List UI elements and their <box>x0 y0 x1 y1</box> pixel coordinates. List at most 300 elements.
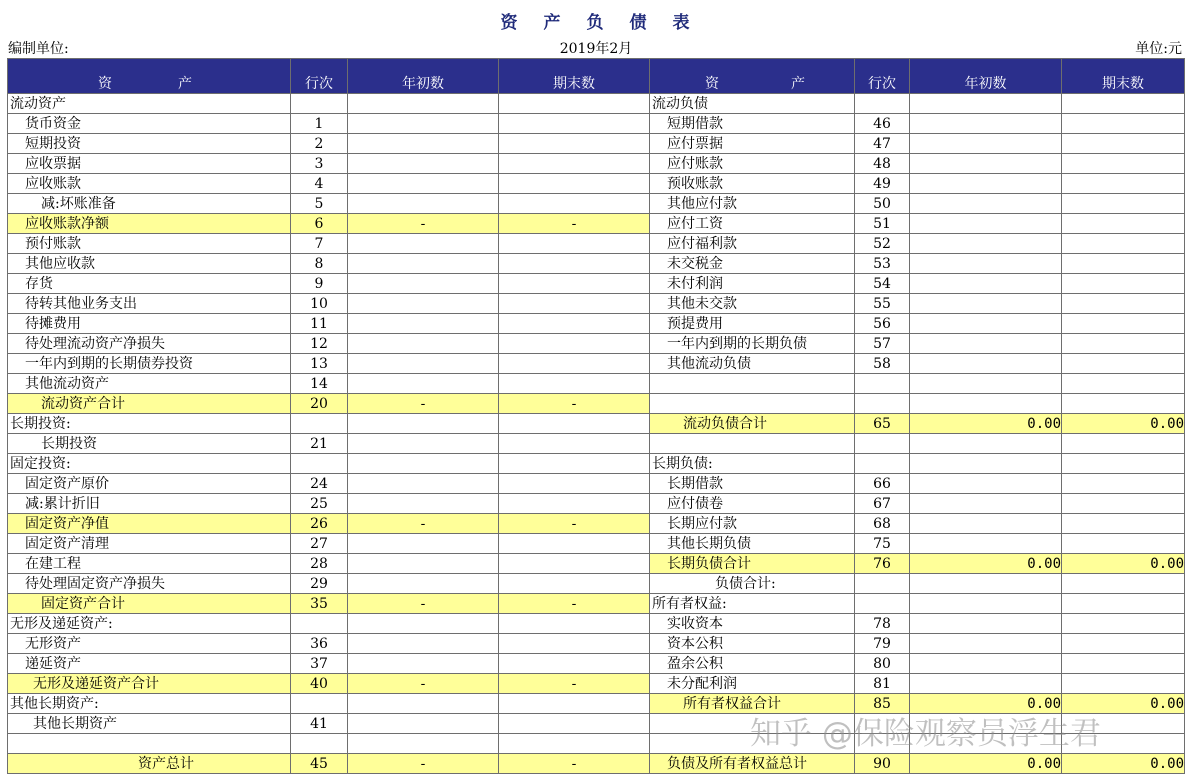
asset-row-no-cell: 3 <box>291 154 348 174</box>
liability-begin-cell <box>910 534 1062 554</box>
asset-begin-cell <box>348 614 499 634</box>
asset-item-cell <box>8 734 291 754</box>
liability-end-cell <box>1062 374 1185 394</box>
asset-end-cell <box>499 494 650 514</box>
preparing-unit-label: 编制单位: <box>8 41 69 57</box>
header-row <box>8 59 1185 94</box>
asset-row-no-cell: 29 <box>291 574 348 594</box>
asset-begin-cell <box>348 654 499 674</box>
asset-begin-cell: - <box>348 594 499 614</box>
liability-item-cell: 长期负债: <box>650 454 855 474</box>
liability-item-cell: 预提费用 <box>650 314 855 334</box>
asset-row-no-cell: 6 <box>291 214 348 234</box>
liability-row-no-cell: 79 <box>855 634 910 654</box>
liability-begin-cell <box>910 634 1062 654</box>
asset-row-no-cell: 28 <box>291 554 348 574</box>
liability-end-cell <box>1062 534 1185 554</box>
table-row <box>8 374 1185 394</box>
asset-end-cell <box>499 194 650 214</box>
liability-begin-cell <box>910 294 1062 314</box>
asset-item-cell: 长期投资: <box>8 414 291 434</box>
asset-begin-cell: - <box>348 754 499 774</box>
table-row <box>8 434 1185 454</box>
liability-row-no-cell: 58 <box>855 354 910 374</box>
liability-row-no-cell: 75 <box>855 534 910 554</box>
table-row <box>8 534 1185 554</box>
table-row <box>8 154 1185 174</box>
liability-begin-cell <box>910 674 1062 694</box>
asset-item-cell: 减:累计折旧 <box>8 494 291 514</box>
asset-end-cell <box>499 614 650 634</box>
sheet-body <box>8 94 1185 774</box>
asset-end-cell: - <box>499 754 650 774</box>
table-row <box>8 134 1185 154</box>
liability-end-cell <box>1062 454 1185 474</box>
liability-item-cell: 流动负债合计 <box>650 414 855 434</box>
liability-row-no-cell: 81 <box>855 674 910 694</box>
liability-row-no-cell: 65 <box>855 414 910 434</box>
asset-end-cell <box>499 714 650 734</box>
asset-item-cell: 预付账款 <box>8 234 291 254</box>
liability-end-cell <box>1062 514 1185 534</box>
asset-row-no-cell: 24 <box>291 474 348 494</box>
table-row <box>8 194 1185 214</box>
liability-item-cell: 应付账款 <box>650 154 855 174</box>
asset-item-cell: 固定资产合计 <box>8 594 291 614</box>
title-char: 产 <box>543 13 563 33</box>
liability-item-cell: 预收账款 <box>650 174 855 194</box>
liability-row-no-cell: 47 <box>855 134 910 154</box>
liability-item-cell: 其他长期负债 <box>650 534 855 554</box>
asset-row-no-cell: 26 <box>291 514 348 534</box>
asset-row-no-cell: 25 <box>291 494 348 514</box>
liability-item-cell: 其他应付款 <box>650 194 855 214</box>
table-row <box>8 614 1185 634</box>
liability-begin-cell <box>910 174 1062 194</box>
table-row <box>8 294 1185 314</box>
asset-item-cell: 应收账款 <box>8 174 291 194</box>
table-row <box>8 414 1185 434</box>
asset-end-cell <box>499 454 650 474</box>
asset-begin-cell <box>348 474 499 494</box>
liability-begin-cell <box>910 454 1062 474</box>
asset-end-cell <box>499 254 650 274</box>
asset-row-no-cell: 1 <box>291 114 348 134</box>
asset-end-cell <box>499 274 650 294</box>
asset-item-cell: 其他长期资产: <box>8 694 291 714</box>
asset-begin-cell <box>348 274 499 294</box>
asset-row-no-cell: 5 <box>291 194 348 214</box>
liability-row-no-cell: 76 <box>855 554 910 574</box>
asset-begin-cell: - <box>348 394 499 414</box>
asset-row-no-cell <box>291 734 348 754</box>
asset-item-cell: 无形资产 <box>8 634 291 654</box>
table-row <box>8 754 1185 774</box>
liability-end-cell: 0.00 <box>1062 414 1185 434</box>
asset-row-no-cell: 10 <box>291 294 348 314</box>
asset-row-no-cell: 4 <box>291 174 348 194</box>
asset-end-cell <box>499 234 650 254</box>
asset-item-cell: 存货 <box>8 274 291 294</box>
asset-end-cell <box>499 334 650 354</box>
liability-end-cell <box>1062 434 1185 454</box>
liability-item-cell: 未分配利润 <box>650 674 855 694</box>
asset-begin-cell <box>348 174 499 194</box>
currency-unit-label: 单位:元 <box>1135 41 1182 57</box>
table-row <box>8 574 1185 594</box>
liability-begin-cell <box>910 334 1062 354</box>
asset-item-cell: 无形及递延资产合计 <box>8 674 291 694</box>
table-row <box>8 494 1185 514</box>
liability-row-no-cell: 50 <box>855 194 910 214</box>
liability-item-cell: 其他未交款 <box>650 294 855 314</box>
col-end-right: 期末数 <box>1062 59 1185 94</box>
asset-begin-cell <box>348 574 499 594</box>
asset-end-cell <box>499 174 650 194</box>
asset-row-no-cell: 8 <box>291 254 348 274</box>
asset-row-no-cell: 27 <box>291 534 348 554</box>
liability-end-cell <box>1062 634 1185 654</box>
liability-item-cell: 负债及所有者权益总计 <box>650 754 855 774</box>
liability-end-cell <box>1062 674 1185 694</box>
asset-row-no-cell: 9 <box>291 274 348 294</box>
col-liabilities: 资 产 <box>650 59 855 94</box>
liability-end-cell <box>1062 654 1185 674</box>
liability-begin-cell <box>910 434 1062 454</box>
asset-end-cell <box>499 634 650 654</box>
asset-row-no-cell <box>291 694 348 714</box>
liability-begin-cell <box>910 134 1062 154</box>
liability-end-cell <box>1062 294 1185 314</box>
table-row <box>8 654 1185 674</box>
liability-item-cell: 其他流动负债 <box>650 354 855 374</box>
liability-end-cell <box>1062 174 1185 194</box>
asset-item-cell: 无形及递延资产: <box>8 614 291 634</box>
liability-item-cell: 长期负债合计 <box>650 554 855 574</box>
asset-end-cell <box>499 474 650 494</box>
liability-item-cell: 应付福利款 <box>650 234 855 254</box>
liability-begin-cell <box>910 114 1062 134</box>
liability-row-no-cell: 57 <box>855 334 910 354</box>
page-title <box>0 8 1192 33</box>
liability-end-cell <box>1062 474 1185 494</box>
liability-end-cell <box>1062 194 1185 214</box>
table-row <box>8 454 1185 474</box>
asset-row-no-cell: 36 <box>291 634 348 654</box>
liability-end-cell <box>1062 114 1185 134</box>
asset-item-cell: 长期投资 <box>8 434 291 454</box>
table-row <box>8 214 1185 234</box>
asset-item-cell: 固定资产净值 <box>8 514 291 534</box>
col-begin: 年初数 <box>348 59 499 94</box>
table-row <box>8 514 1185 534</box>
asset-begin-cell: - <box>348 674 499 694</box>
liability-begin-cell <box>910 354 1062 374</box>
table-row <box>8 174 1185 194</box>
liability-row-no-cell: 55 <box>855 294 910 314</box>
asset-end-cell: - <box>499 514 650 534</box>
title-char: 债 <box>629 13 649 33</box>
asset-begin-cell <box>348 234 499 254</box>
asset-begin-cell <box>348 734 499 754</box>
liability-item-cell: 一年内到期的长期负债 <box>650 334 855 354</box>
asset-item-cell: 应收账款净额 <box>8 214 291 234</box>
asset-begin-cell <box>348 194 499 214</box>
asset-item-cell: 固定投资: <box>8 454 291 474</box>
liability-end-cell <box>1062 274 1185 294</box>
asset-end-cell <box>499 374 650 394</box>
liability-item-cell: 应付债卷 <box>650 494 855 514</box>
asset-item-cell: 待处理流动资产净损失 <box>8 334 291 354</box>
asset-item-cell: 待摊费用 <box>8 314 291 334</box>
asset-begin-cell <box>348 374 499 394</box>
asset-item-cell: 应收票据 <box>8 154 291 174</box>
liability-item-cell: 长期应付款 <box>650 514 855 534</box>
liability-row-no-cell <box>855 574 910 594</box>
liability-begin-cell <box>910 154 1062 174</box>
table-row <box>8 274 1185 294</box>
table-row <box>8 254 1185 274</box>
asset-item-cell: 递延资产 <box>8 654 291 674</box>
asset-end-cell <box>499 414 650 434</box>
asset-row-no-cell: 11 <box>291 314 348 334</box>
asset-begin-cell <box>348 714 499 734</box>
asset-begin-cell <box>348 154 499 174</box>
asset-row-no-cell: 2 <box>291 134 348 154</box>
liability-row-no-cell: 80 <box>855 654 910 674</box>
liability-row-no-cell: 85 <box>855 694 910 714</box>
asset-item-cell: 在建工程 <box>8 554 291 574</box>
asset-end-cell <box>499 734 650 754</box>
asset-end-cell: - <box>499 214 650 234</box>
asset-item-cell: 资产总计 <box>8 754 291 774</box>
table-row <box>8 394 1185 414</box>
liability-row-no-cell <box>855 454 910 474</box>
liability-end-cell <box>1062 354 1185 374</box>
table-row <box>8 114 1185 134</box>
asset-begin-cell <box>348 634 499 654</box>
liability-end-cell <box>1062 314 1185 334</box>
liability-row-no-cell <box>855 374 910 394</box>
liability-row-no-cell <box>855 594 910 614</box>
asset-begin-cell <box>348 254 499 274</box>
asset-end-cell <box>499 94 650 114</box>
liability-begin-cell <box>910 654 1062 674</box>
asset-begin-cell <box>348 534 499 554</box>
liability-begin-cell <box>910 514 1062 534</box>
liability-row-no-cell: 54 <box>855 274 910 294</box>
liability-row-no-cell: 49 <box>855 174 910 194</box>
asset-row-no-cell <box>291 454 348 474</box>
liability-item-cell: 流动负债 <box>650 94 855 114</box>
liability-begin-cell <box>910 94 1062 114</box>
asset-row-no-cell: 40 <box>291 674 348 694</box>
asset-row-no-cell <box>291 614 348 634</box>
liability-item-cell: 应付票据 <box>650 134 855 154</box>
liability-row-no-cell: 67 <box>855 494 910 514</box>
report-period: 2019年2月 <box>559 41 633 57</box>
asset-begin-cell <box>348 134 499 154</box>
liability-begin-cell <box>910 214 1062 234</box>
liability-begin-cell: 0.00 <box>910 554 1062 574</box>
liability-begin-cell <box>910 494 1062 514</box>
liability-begin-cell: 0.00 <box>910 414 1062 434</box>
asset-end-cell <box>499 114 650 134</box>
liability-begin-cell: 0.00 <box>910 754 1062 774</box>
liability-end-cell <box>1062 234 1185 254</box>
liability-end-cell <box>1062 334 1185 354</box>
liability-item-cell: 未付利润 <box>650 274 855 294</box>
table-row <box>8 314 1185 334</box>
liability-item-cell <box>650 434 855 454</box>
asset-end-cell <box>499 654 650 674</box>
liability-end-cell <box>1062 574 1185 594</box>
liability-item-cell: 长期借款 <box>650 474 855 494</box>
liability-row-no-cell: 68 <box>855 514 910 534</box>
liability-row-no-cell <box>855 94 910 114</box>
asset-item-cell: 流动资产合计 <box>8 394 291 414</box>
asset-item-cell: 减:坏账准备 <box>8 194 291 214</box>
table-row <box>8 94 1185 114</box>
asset-begin-cell <box>348 434 499 454</box>
liability-begin-cell: 0.00 <box>910 694 1062 714</box>
balance-sheet-table <box>7 58 1185 774</box>
table-row <box>8 554 1185 574</box>
liability-end-cell: 0.00 <box>1062 554 1185 574</box>
liability-begin-cell <box>910 194 1062 214</box>
asset-row-no-cell: 45 <box>291 754 348 774</box>
liability-end-cell <box>1062 394 1185 414</box>
liability-item-cell: 资本公积 <box>650 634 855 654</box>
asset-begin-cell: - <box>348 214 499 234</box>
asset-begin-cell <box>348 114 499 134</box>
table-row <box>8 334 1185 354</box>
asset-end-cell <box>499 154 650 174</box>
liability-item-cell: 所有者权益合计 <box>650 694 855 714</box>
liability-item-cell: 短期借款 <box>650 114 855 134</box>
asset-begin-cell <box>348 354 499 374</box>
liability-begin-cell <box>910 394 1062 414</box>
col-row-no: 行次 <box>291 59 348 94</box>
asset-row-no-cell: 37 <box>291 654 348 674</box>
asset-end-cell <box>499 434 650 454</box>
asset-end-cell <box>499 534 650 554</box>
asset-end-cell <box>499 554 650 574</box>
liability-end-cell <box>1062 154 1185 174</box>
asset-begin-cell <box>348 294 499 314</box>
asset-end-cell <box>499 294 650 314</box>
liability-row-no-cell <box>855 394 910 414</box>
liability-row-no-cell: 66 <box>855 474 910 494</box>
liability-begin-cell <box>910 254 1062 274</box>
asset-begin-cell <box>348 94 499 114</box>
asset-row-no-cell: 13 <box>291 354 348 374</box>
liability-row-no-cell: 46 <box>855 114 910 134</box>
asset-row-no-cell: 20 <box>291 394 348 414</box>
liability-item-cell: 盈余公积 <box>650 654 855 674</box>
asset-item-cell: 固定资产原价 <box>8 474 291 494</box>
liability-end-cell <box>1062 94 1185 114</box>
liability-row-no-cell: 48 <box>855 154 910 174</box>
asset-end-cell <box>499 574 650 594</box>
liability-item-cell <box>650 394 855 414</box>
asset-item-cell: 其他应收款 <box>8 254 291 274</box>
asset-item-cell: 其他长期资产 <box>8 714 291 734</box>
liability-item-cell: 未交税金 <box>650 254 855 274</box>
liability-row-no-cell: 56 <box>855 314 910 334</box>
watermark: 知乎 @保险观察员浮生君 <box>750 716 1101 752</box>
asset-begin-cell <box>348 454 499 474</box>
liability-begin-cell <box>910 314 1062 334</box>
col-begin-right: 年初数 <box>910 59 1062 94</box>
asset-row-no-cell: 12 <box>291 334 348 354</box>
asset-begin-cell <box>348 414 499 434</box>
asset-end-cell <box>499 314 650 334</box>
title-char: 资 <box>500 13 520 33</box>
asset-end-cell <box>499 354 650 374</box>
asset-item-cell: 固定资产清理 <box>8 534 291 554</box>
liability-item-cell <box>650 374 855 394</box>
liability-item-cell: 所有者权益: <box>650 594 855 614</box>
liability-item-cell: 应付工资 <box>650 214 855 234</box>
table-row <box>8 594 1185 614</box>
liability-end-cell <box>1062 614 1185 634</box>
table-row <box>8 234 1185 254</box>
liability-end-cell <box>1062 214 1185 234</box>
table-row <box>8 354 1185 374</box>
liability-row-no-cell: 51 <box>855 214 910 234</box>
asset-end-cell <box>499 694 650 714</box>
liability-end-cell <box>1062 494 1185 514</box>
asset-begin-cell <box>348 494 499 514</box>
liability-end-cell <box>1062 134 1185 154</box>
asset-item-cell: 短期投资 <box>8 134 291 154</box>
asset-begin-cell <box>348 554 499 574</box>
asset-begin-cell <box>348 314 499 334</box>
liability-begin-cell <box>910 374 1062 394</box>
liability-item-cell: 负债合计: <box>650 574 855 594</box>
asset-begin-cell: - <box>348 514 499 534</box>
asset-row-no-cell: 7 <box>291 234 348 254</box>
liability-row-no-cell: 78 <box>855 614 910 634</box>
title-char: 负 <box>586 13 606 33</box>
col-row-no-right: 行次 <box>855 59 910 94</box>
asset-item-cell: 货币资金 <box>8 114 291 134</box>
asset-item-cell: 待处理固定资产净损失 <box>8 574 291 594</box>
liability-begin-cell <box>910 614 1062 634</box>
liability-row-no-cell: 53 <box>855 254 910 274</box>
asset-item-cell: 流动资产 <box>8 94 291 114</box>
asset-item-cell: 其他流动资产 <box>8 374 291 394</box>
title-char: 表 <box>672 13 692 33</box>
liability-begin-cell <box>910 274 1062 294</box>
col-end: 期末数 <box>499 59 650 94</box>
liability-row-no-cell: 52 <box>855 234 910 254</box>
liability-item-cell: 实收资本 <box>650 614 855 634</box>
asset-end-cell: - <box>499 594 650 614</box>
liability-end-cell: 0.00 <box>1062 694 1185 714</box>
table-row <box>8 634 1185 654</box>
liability-row-no-cell: 90 <box>855 754 910 774</box>
asset-end-cell: - <box>499 674 650 694</box>
table-row <box>8 474 1185 494</box>
asset-row-no-cell <box>291 414 348 434</box>
liability-begin-cell <box>910 574 1062 594</box>
asset-row-no-cell: 14 <box>291 374 348 394</box>
asset-row-no-cell: 21 <box>291 434 348 454</box>
liability-row-no-cell <box>855 434 910 454</box>
liability-begin-cell <box>910 594 1062 614</box>
